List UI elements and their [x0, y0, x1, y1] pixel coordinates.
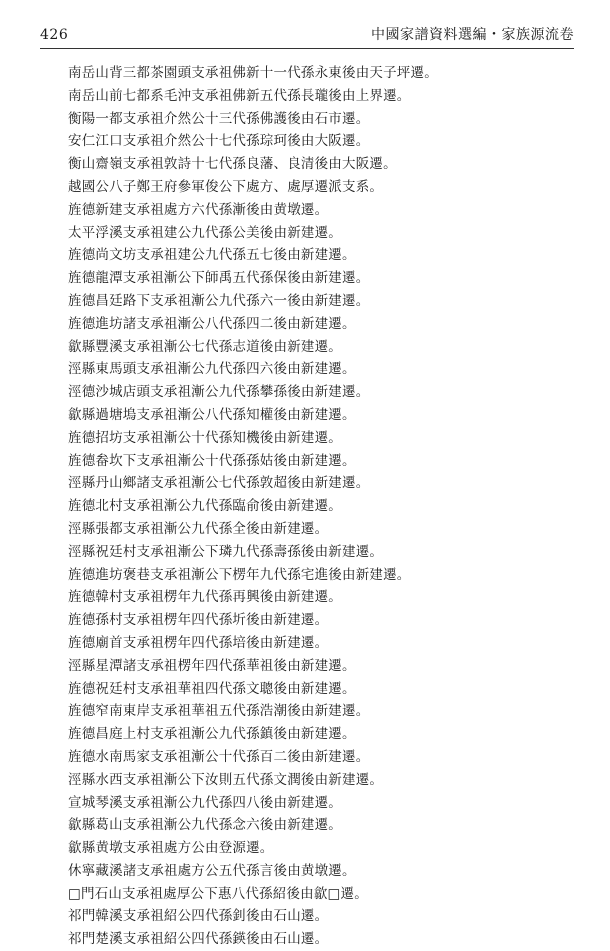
text-line: 衡山齋嶺支承祖敦詩十七代孫良藩、良清後由大阪遷。 — [68, 156, 397, 173]
text-line: 旌德廟首支承祖楞年四代孫培後由新建遷。 — [68, 634, 329, 651]
text-line: 旌德進坊褒巷支承祖漸公下楞年九代孫宅進後由新建遷。 — [68, 566, 411, 583]
text-line: 涇縣張都支承祖漸公九代孫全後由新建遷。 — [68, 520, 329, 537]
text-line: 涇縣水西支承祖漸公下汝則五代孫文潤後由新建遷。 — [68, 771, 384, 788]
page-header — [40, 26, 574, 49]
text-line: 歙縣過塘塢支承祖漸公八代孫知權後由新建遷。 — [68, 406, 356, 423]
text-line: 旌德水南馬家支承祖漸公十代孫百二後由新建遷。 — [68, 748, 370, 765]
text-line: 涇縣祝廷村支承祖漸公下璘九代孫壽孫後由新建遷。 — [68, 543, 384, 560]
text-line: 旌德昌廷路下支承祖漸公九代孫六一後由新建遷。 — [68, 292, 370, 309]
text-line: 旌德新建支承祖處方六代孫漸後由黄墩遷。 — [68, 201, 329, 218]
text-line: 歙縣黄墩支承祖處方公由登源遷。 — [68, 840, 274, 857]
text-line: 旌德昌庭上村支承祖漸公九代孫鎮後由新建遷。 — [68, 726, 356, 743]
text-line: 太平浮溪支承祖建公九代孫公美後由新建遷。 — [68, 224, 342, 241]
text-line: 旌德北村支承祖漸公九代孫臨俞後由新建遷。 — [68, 498, 342, 515]
text-line: 祁門楚溪支承祖紹公四代孫鍈後由石山遷。 — [68, 931, 329, 948]
text-line: 涇德沙城店頭支承祖漸公九代孫攀孫後由新建遷。 — [68, 384, 370, 401]
text-line: 涇縣東馬頭支承祖漸公九代孫四六後由新建遷。 — [68, 361, 356, 378]
text-body — [68, 62, 588, 951]
text-line: 南岳山前七都系毛沖支承祖佛新五代孫長瓏後由上界遷。 — [68, 87, 411, 104]
text-line: 宣城琴溪支承祖漸公九代孫四八後由新建遷。 — [68, 794, 342, 811]
text-line: 越國公八子鄭王府參軍俊公下處方、處厚遷派支系。 — [68, 178, 384, 195]
text-line: 涇縣丹山鄉諸支承祖漸公七代孫敦超後由新建遷。 — [68, 475, 370, 492]
text-line: 旌德進坊諸支承祖漸公八代孫四二後由新建遷。 — [68, 315, 356, 332]
text-line: □門石山支承祖處厚公下惠八代孫紹後由歙□遷。 — [68, 885, 368, 902]
text-line: 旌德畚坎下支承祖漸公十代孫孫姑後由新建遷。 — [68, 452, 356, 469]
text-line: 安仁江口支承祖介然公十七代孫琮珂後由大阪遷。 — [68, 133, 370, 150]
page-number: 426 — [40, 27, 69, 43]
text-line: 旌德韓村支承祖楞年九代孫再興後由新建遷。 — [68, 589, 342, 606]
text-line: 涇縣星潭諸支承祖楞年四代孫華祖後由新建遷。 — [68, 657, 356, 674]
text-line: 祁門韓溪支承祖紹公四代孫釗後由石山遷。 — [68, 908, 329, 925]
text-line: 旌德招坊支承祖漸公十代孫知機後由新建遷。 — [68, 429, 342, 446]
text-line: 衡陽一都支承祖介然公十三代孫佛護後由石市遷。 — [68, 110, 370, 127]
text-line: 休寧藏溪諸支承祖處方公五代孫言後由黄墩遷。 — [68, 862, 356, 879]
text-line: 南岳山背三都茶園頭支承祖佛新十一代孫永東後由天子坪遷。 — [68, 65, 438, 81]
text-line: 旌德窄南東岸支承祖華祖五代孫浩潮後由新建遷。 — [68, 703, 370, 720]
text-line: 旌德祝廷村支承祖華祖四代孫文聰後由新建遷。 — [68, 680, 356, 697]
text-line: 旌德孫村支承祖楞年四代孫圻後由新建遷。 — [68, 612, 329, 629]
text-line: 歙縣葛山支承祖漸公九代孫念六後由新建遷。 — [68, 817, 342, 834]
running-head: 中國家譜資料選編・家族源流卷 — [371, 27, 574, 43]
text-line: 旌德龍潭支承祖漸公下師禹五代孫保後由新建遷。 — [68, 270, 370, 287]
text-line: 歙縣豐溪支承祖漸公七代孫志道後由新建遷。 — [68, 338, 342, 355]
text-line: 旌德尚文坊支承祖建公九代孫五七後由新建遷。 — [68, 247, 356, 264]
